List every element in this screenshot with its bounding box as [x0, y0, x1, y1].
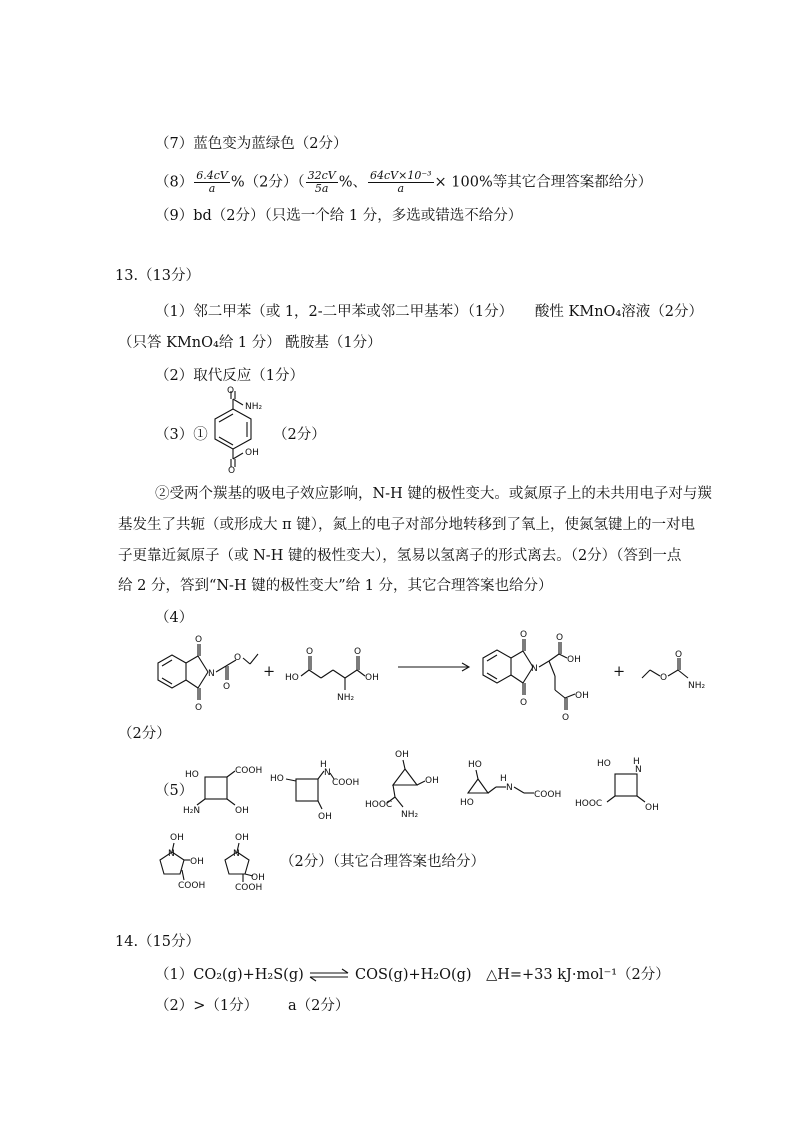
label-oh: OH: [425, 776, 439, 786]
label-ho: HO: [185, 770, 199, 780]
q14-item-1: [155, 965, 670, 985]
label-o: O: [227, 386, 235, 396]
label-oh: OH: [645, 803, 659, 813]
q14-item-2b: a（2分）: [288, 998, 350, 1014]
q13-item-1b: （只答 KMnO₄给 1 分） 酰胺基（1分）: [118, 335, 382, 351]
fraction-alt-1: $\frac{32cV}{5a}$: [307, 169, 336, 195]
label-cooh: COOH: [235, 883, 263, 893]
label-n: N: [635, 765, 642, 775]
isomer-4: [460, 755, 575, 820]
label-cooh: COOH: [534, 790, 562, 800]
label-oh: OH: [170, 833, 184, 843]
plus-sign: +: [613, 664, 626, 680]
label-o: O: [195, 635, 203, 645]
label-h: H: [633, 757, 640, 767]
label-oh: OH: [190, 857, 204, 867]
label-o: O: [195, 703, 203, 713]
isomer-5: [575, 752, 675, 822]
label-ho: HO: [285, 673, 299, 683]
label-hooc: HOOC: [365, 800, 393, 810]
label-o: O: [354, 647, 362, 657]
q12-item-8-mid: %（2分）（: [230, 174, 305, 191]
isomer-1: [183, 755, 268, 830]
q13-explain-line-4: 给 2 分，答到“N-H 键的极性变大”给 1 分，其它合理答案也给分）: [118, 578, 553, 594]
q13-item-2: （2）取代反应（1分）: [155, 368, 304, 384]
label-nh2: NH₂: [401, 810, 419, 820]
label-oh: OH: [318, 812, 332, 822]
label-o: O: [675, 650, 683, 660]
fraction-main: $\frac{6.4cV}{a}$: [196, 169, 228, 195]
label-nh2: NH₂: [688, 681, 706, 691]
structure-phthalamic-acid: [195, 386, 275, 476]
equilibrium-arrow-icon: [308, 968, 350, 982]
label-ho: HO: [468, 760, 482, 770]
q14-header: 14.（15分）: [115, 934, 201, 950]
label-o-bottom: O: [228, 466, 236, 476]
label-o: O: [223, 682, 231, 692]
structure-phthalimidoglutaric-acid: [475, 628, 595, 728]
label-ho: HO: [270, 774, 284, 784]
label-nh: H: [320, 760, 327, 770]
structure-ethyl-carbamate: [640, 650, 720, 700]
label-ho: HO: [597, 759, 611, 769]
q13-item-3-prefix: （3）①: [155, 427, 208, 443]
label-o: O: [556, 633, 564, 643]
q12-item-8: [155, 170, 652, 195]
label-hooc: HOOC: [575, 799, 603, 809]
label-n: N: [324, 768, 331, 778]
label-cooh: COOH: [332, 778, 360, 788]
label-h2n: H₂N: [183, 806, 201, 816]
label-oh: OH: [245, 448, 259, 458]
q13-item-4-label: （4）: [155, 610, 194, 626]
label-cooh: COOH: [178, 881, 206, 891]
label-o: O: [562, 713, 570, 723]
q12-item-8-prefix: （8）: [155, 174, 194, 191]
label-nh: H: [500, 774, 507, 784]
q14-item-2a: （2）>（1分）: [155, 998, 259, 1014]
q13-explain-line-2: 基发生了共轭（或形成大 π 键），氮上的电子对部分地转移到了氧上，使氮氢键上的一对电: [118, 517, 695, 533]
q13-item-1a: （1）邻二甲苯（或 1，2-二甲苯或邻二甲基苯）（1分） 酸性 KMnO₄溶液（2分）: [155, 304, 703, 320]
q13-explain-line-3: 子更靠近氮原子（或 N-H 键的极性变大），氢易以氢离子的形式离去。（2分）（答到一点: [118, 548, 682, 564]
label-oh: OH: [395, 750, 409, 760]
label-oh: OH: [251, 873, 265, 883]
q12-item-8-suffix: × 100%等其它合理答案都给分）: [434, 174, 653, 191]
label-oh: OH: [567, 655, 581, 665]
structure-glutamic-acid: [285, 640, 385, 710]
label-o: O: [520, 698, 528, 708]
q14-item-1-rhs: COS(g)+H₂O(g) △H=+33 kJ·mol⁻¹（2分）: [354, 967, 670, 983]
label-nh2: NH₂: [245, 402, 263, 412]
label-n: N: [233, 849, 240, 859]
isomer-7: [215, 830, 280, 895]
label-oh: OH: [235, 833, 249, 843]
label-o: O: [306, 647, 314, 657]
label-o: O: [520, 630, 528, 640]
isomer-2: [270, 755, 360, 830]
label-nh2: NH₂: [337, 693, 355, 703]
label-ho: HO: [460, 798, 474, 808]
label-oh: OH: [235, 806, 249, 816]
label-n: N: [168, 849, 175, 859]
q12-item-8-sep: %、: [338, 174, 367, 191]
label-o: O: [660, 673, 668, 683]
label-oh: OH: [365, 673, 379, 683]
q13-item-3-score: （2分）: [273, 427, 326, 443]
q14-item-1-lhs: （1）CO₂(g)+H₂S(g): [155, 967, 304, 983]
label-oh: OH: [575, 691, 589, 701]
q13-item-5-score: （2分）（其它合理答案也给分）: [280, 854, 485, 870]
isomer-3: [365, 745, 455, 830]
q13-header: 13.（13分）: [115, 268, 201, 284]
q12-item-7: （7）蓝色变为蓝绿色（2分）: [155, 136, 348, 152]
q13-explain-line-1: ②受两个羰基的吸电子效应影响，N-H 键的极性变大。或氮原子上的未共用电子对与羰: [155, 486, 712, 502]
structure-n-ethoxycarbonylphthalimide: [150, 628, 260, 718]
label-n: N: [506, 783, 513, 793]
q12-item-9: （9）bd（2分）（只选一个给 1 分，多选或错选不给分）: [155, 208, 523, 224]
label-cooh: COOH: [235, 766, 263, 776]
label-n: N: [208, 669, 215, 679]
isomer-6: [150, 830, 215, 895]
fraction-alt-2: $\frac{\text{64cV×10⁻³}}{a}$: [370, 169, 432, 195]
q13-item-5-label: （5）: [155, 783, 194, 799]
label-o: O: [234, 653, 242, 663]
q13-item-4-score: （2分）: [118, 726, 171, 742]
label-n: N: [531, 664, 538, 674]
reaction-arrow: [398, 660, 473, 674]
plus-sign: +: [263, 664, 276, 680]
